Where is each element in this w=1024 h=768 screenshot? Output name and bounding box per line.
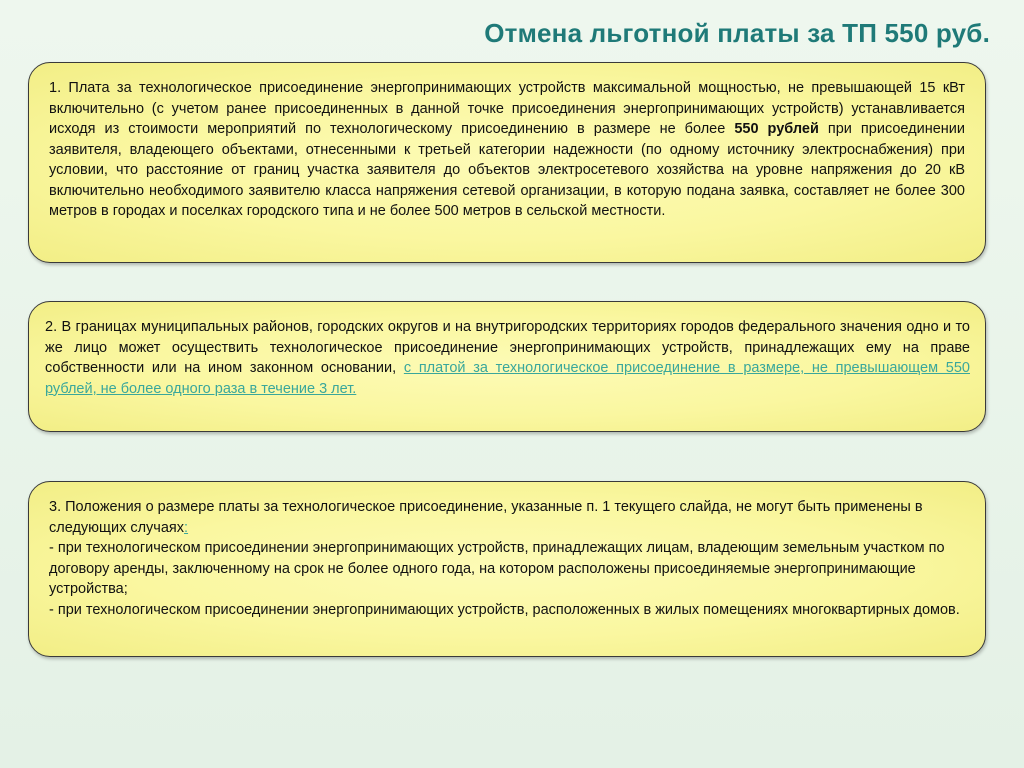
- condition-3-intro: [49, 497, 965, 538]
- condition-box-2: [28, 301, 986, 432]
- condition-2-main: 2. В границах муниципальных районов, городских округов и на внутригородских территориях городов федерального значения одно и то же лицо может осуществить технологическое присоединение энергопринимающих устройств, принадлежащих ему на праве собственности или на ином законном основании,: [45, 319, 970, 376]
- condition-3-colon: :: [184, 519, 189, 536]
- condition-2-link[interactable]: с платой за технологическое присоединение в размере, не превышающем 550 рублей, не более одного раза в течение 3 лет.: [45, 360, 970, 397]
- condition-3-intro-text: 3. Положения о размере платы за технологическое присоединение, указанные п. 1 текущего слайда, не могут быть применены в следующих случаях: [49, 499, 923, 536]
- slide-title: Отмена льготной платы за ТП 550 руб.: [484, 18, 990, 48]
- condition-3-item-1: - при технологическом присоединении энергопринимающих устройств, принадлежащих лицам, владеющим земельным участком по договору аренды, заключенному на срок не более одного года, на котором расположены присоединяемые энергопринимающие устройства;: [49, 540, 945, 597]
- condition-1-part2: при присоединении заявителя, владеющего объектами, отнесенными к третьей категории надежности (по одному источнику электроснабжения) при условии, что расстояние от границ участка заявителя до объектов электросетевого хозяйства на уровне напряжения до 20 кВ включительно необходимого заявителю класса напряжения сетевой организации, в которую подана заявка, составляет не более 300 метров в городах и поселках городского типа и не более 500 метров в сельской местности.: [49, 121, 966, 219]
- condition-3-item-2: - при технологическом присоединении энергопринимающих устройств, расположенных в жилых помещениях многоквартирных домов.: [49, 601, 960, 618]
- condition-2-text: [45, 317, 970, 399]
- condition-1-part1: 1. Плата за технологическое присоединение энергопринимающих устройств максимальной мощностью, не превышающей 15 кВт включительно (с учетом ранее присоединенных в данной точке присоединения энергопринимающих устройств) устанавливается исходя из стоимости мероприятий по технологическому присоединению в размере не более: [49, 80, 965, 137]
- condition-1-price: 550 рублей: [734, 121, 819, 137]
- condition-1-text: [49, 78, 965, 222]
- condition-box-3: [28, 481, 986, 657]
- condition-box-1: [28, 62, 986, 263]
